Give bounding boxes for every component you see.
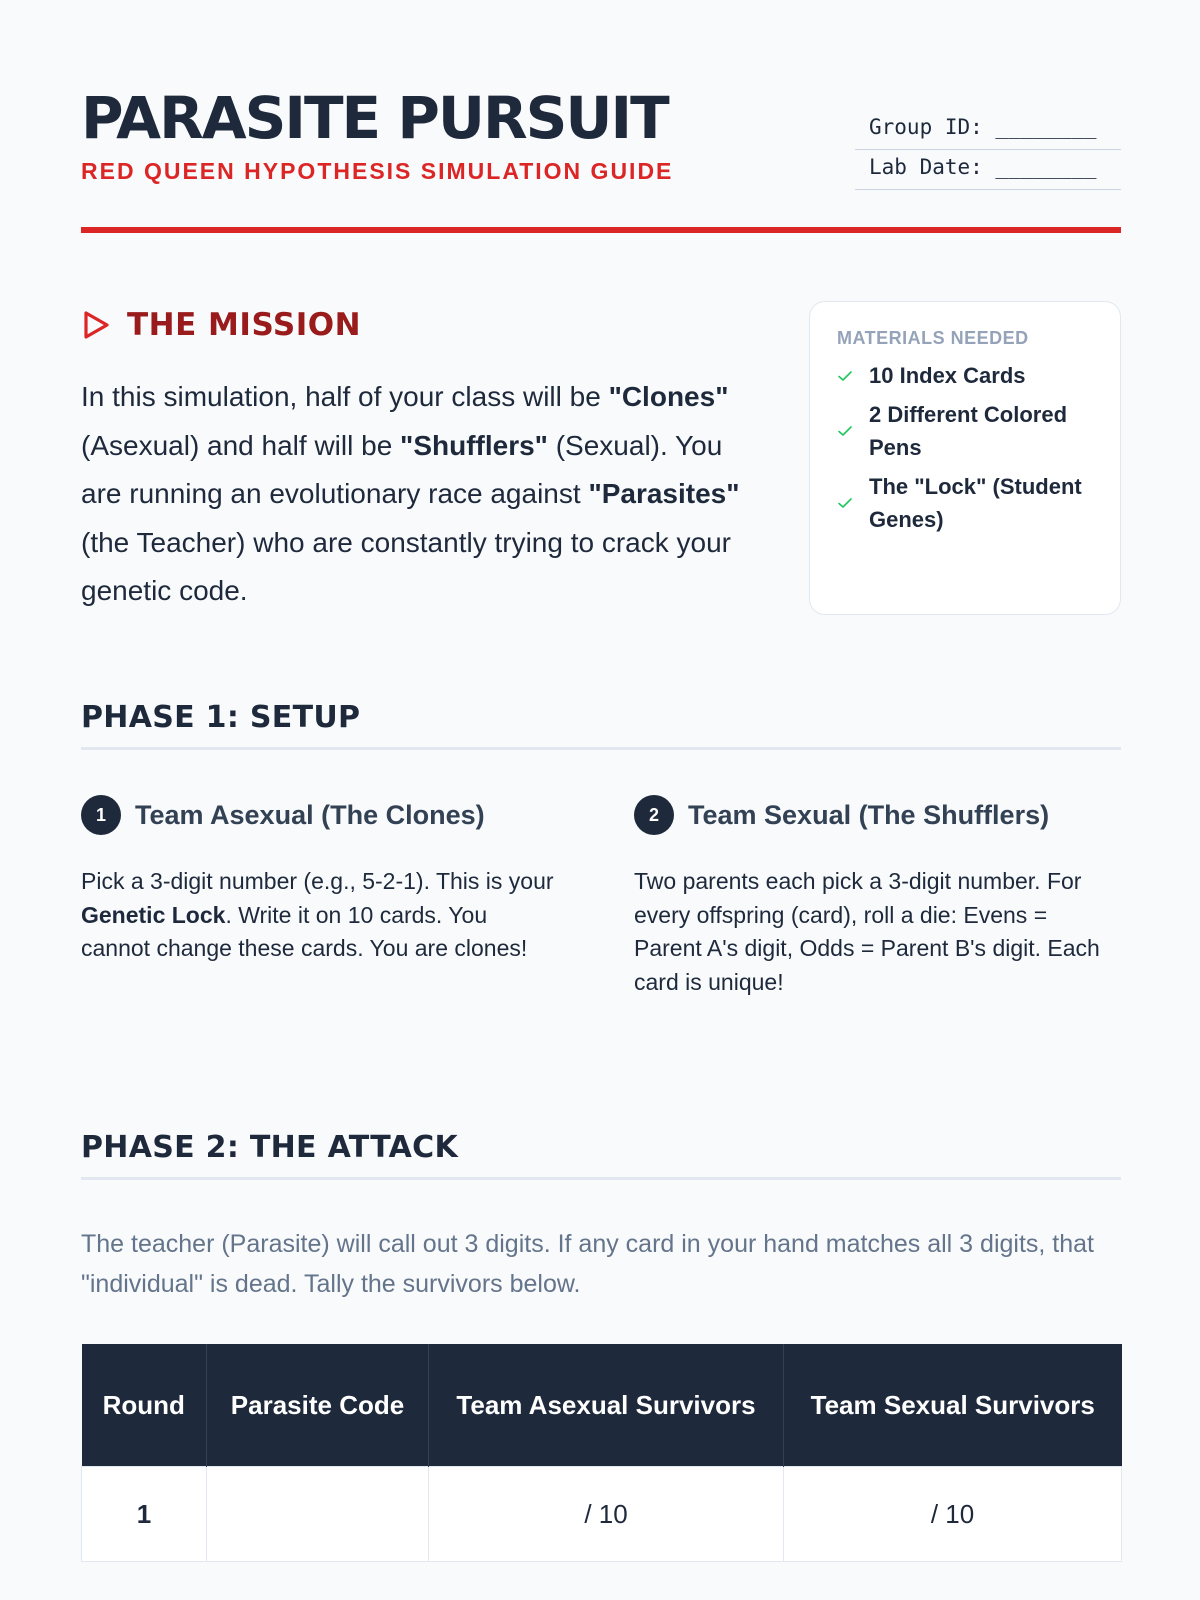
group-id-field: Group ID: ________ (855, 110, 1121, 150)
team-asexual (81, 795, 561, 966)
team-description: Two parents each pick a 3-digit number. For every offspring (card), roll a die: Evens = Parent A's digit, Odds = Parent B's digit. Each card is unique! (634, 868, 1100, 995)
material-label: 2 Different Colored Pens (869, 402, 1068, 460)
team-title: Team Sexual (The Shufflers) (688, 799, 1050, 830)
check-icon (837, 368, 853, 384)
table-row (82, 1467, 1122, 1562)
material-item (837, 398, 1094, 464)
step-badge: 2 (634, 795, 674, 835)
team-sexual (634, 795, 1114, 999)
header-divider (81, 227, 1121, 233)
column-header: Parasite Code (207, 1344, 429, 1467)
materials-card (809, 301, 1121, 615)
shufflers-term: "Shufflers" (400, 429, 548, 461)
round-cell: 1 (82, 1467, 207, 1562)
survivor-tally-table (81, 1344, 1122, 1562)
sexual-survivors-cell: / 10 (784, 1467, 1122, 1562)
phase2-title: PHASE 2: THE ATTACK (81, 1130, 1121, 1180)
material-label: The "Lock" (Student Genes) (869, 474, 1082, 532)
materials-title: MATERIALS NEEDED (837, 328, 1029, 348)
phase2-description: The teacher (Parasite) will call out 3 digits. If any card in your hand matches all 3 digits, that "individual" is dead. Tally the survivors below. (81, 1230, 1094, 1298)
meta-fields (855, 110, 1121, 190)
material-label: 10 Index Cards (869, 363, 1026, 388)
parasites-term: "Parasites" (588, 478, 740, 509)
check-icon (837, 423, 853, 439)
table-header-row (82, 1344, 1122, 1467)
play-icon (81, 309, 111, 341)
column-header: Round (82, 1344, 207, 1467)
phase1-title: PHASE 1: SETUP (81, 700, 1121, 750)
lab-date-field: Lab Date: ________ (855, 150, 1121, 190)
column-header: Team Asexual Survivors (429, 1344, 784, 1467)
step-badge: 1 (81, 795, 121, 835)
parasite-code-cell (207, 1467, 429, 1562)
material-item (837, 359, 1094, 392)
mission-title: THE MISSION (127, 307, 362, 343)
material-item (837, 470, 1094, 536)
mission-section (81, 300, 1121, 606)
mission-description: In this simulation, half of your class will be "Clones" (Asexual) and half will be "Shufflers" (Sexual). You are running an evolutionary race against "Parasites" (the Teacher) who are constantly trying to crack your genetic code. (81, 381, 740, 606)
page-subtitle: RED QUEEN HYPOTHESIS SIMULATION GUIDE (81, 158, 674, 184)
worksheet-page (81, 0, 1121, 1529)
asexual-survivors-cell: / 10 (429, 1467, 784, 1562)
check-icon (837, 495, 853, 511)
clones-term: "Clones" (608, 381, 729, 412)
genetic-lock-term: Genetic Lock (81, 901, 226, 928)
column-header: Team Sexual Survivors (784, 1344, 1122, 1467)
header (81, 0, 1121, 236)
page-title: PARASITE PURSUIT (81, 84, 668, 152)
team-description: Pick a 3-digit number (e.g., 5-2-1). This is your Genetic Lock. Write it on 10 cards. You cannot change these cards. You are clones! (81, 868, 554, 961)
team-title: Team Asexual (The Clones) (135, 799, 485, 830)
